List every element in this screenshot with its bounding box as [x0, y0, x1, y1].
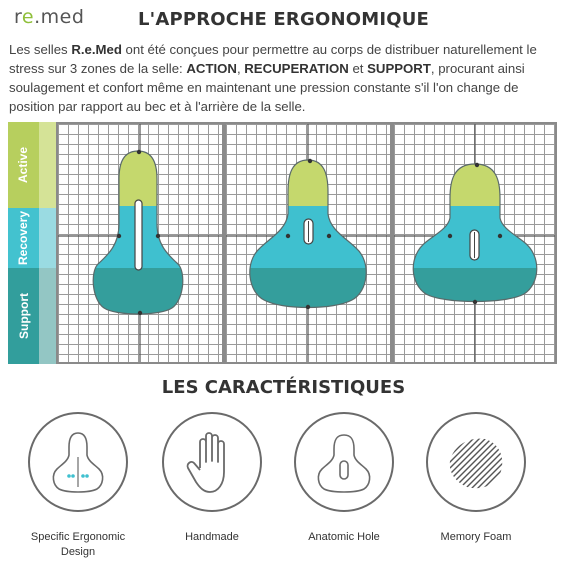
feature-label: Memory Foam: [440, 531, 512, 543]
feature-label: Anatomic Hole: [308, 531, 380, 543]
intro-paragraph: Les selles R.e.Med ont été conçues pour permettre au corps de distribuer naturellement le stress sur 3 zones de la selle: ACTION, RECUPERATION et SUPPORT, procurant ainsi soulagement et confort même en maintenant une pression constante s'il l'on change de position par rapport au bec et à l'arrière de la selle.: [9, 42, 537, 114]
saddle-grid-medium: [226, 124, 390, 362]
saddle-grid-wide: [394, 124, 555, 362]
saddle-ergonomic-icon: [28, 412, 128, 512]
saddle-grid-narrow: [58, 124, 222, 362]
memory-foam-icon: [426, 412, 526, 512]
feature-ergonomic-design: [26, 412, 130, 560]
feature-memory-foam: [424, 412, 528, 545]
features-title: LES CARACTÉRISTIQUES: [161, 377, 406, 398]
saddle-hole-icon: [294, 412, 394, 512]
feature-label: Handmade: [185, 531, 239, 543]
feature-anatomic-hole: [292, 412, 396, 545]
saddle-wide-diagram: [394, 124, 555, 362]
zone-active: Active: [8, 122, 39, 208]
hand-icon: [162, 412, 262, 512]
feature-label: Specific Ergonomic Design: [30, 531, 126, 558]
zone-legend: [8, 122, 39, 364]
feature-handmade: [160, 412, 264, 545]
brand-logo: re.med: [14, 6, 85, 28]
zone-support: Support: [8, 268, 39, 364]
zone-recovery: Recovery: [8, 208, 39, 268]
ergonomic-zones-panel: [8, 122, 557, 364]
saddle-narrow-diagram: [58, 124, 222, 362]
zone-color-strip: [39, 122, 56, 364]
saddle-medium-diagram: [226, 124, 390, 362]
page-title: L'APPROCHE ERGONOMIQUE: [137, 9, 430, 30]
